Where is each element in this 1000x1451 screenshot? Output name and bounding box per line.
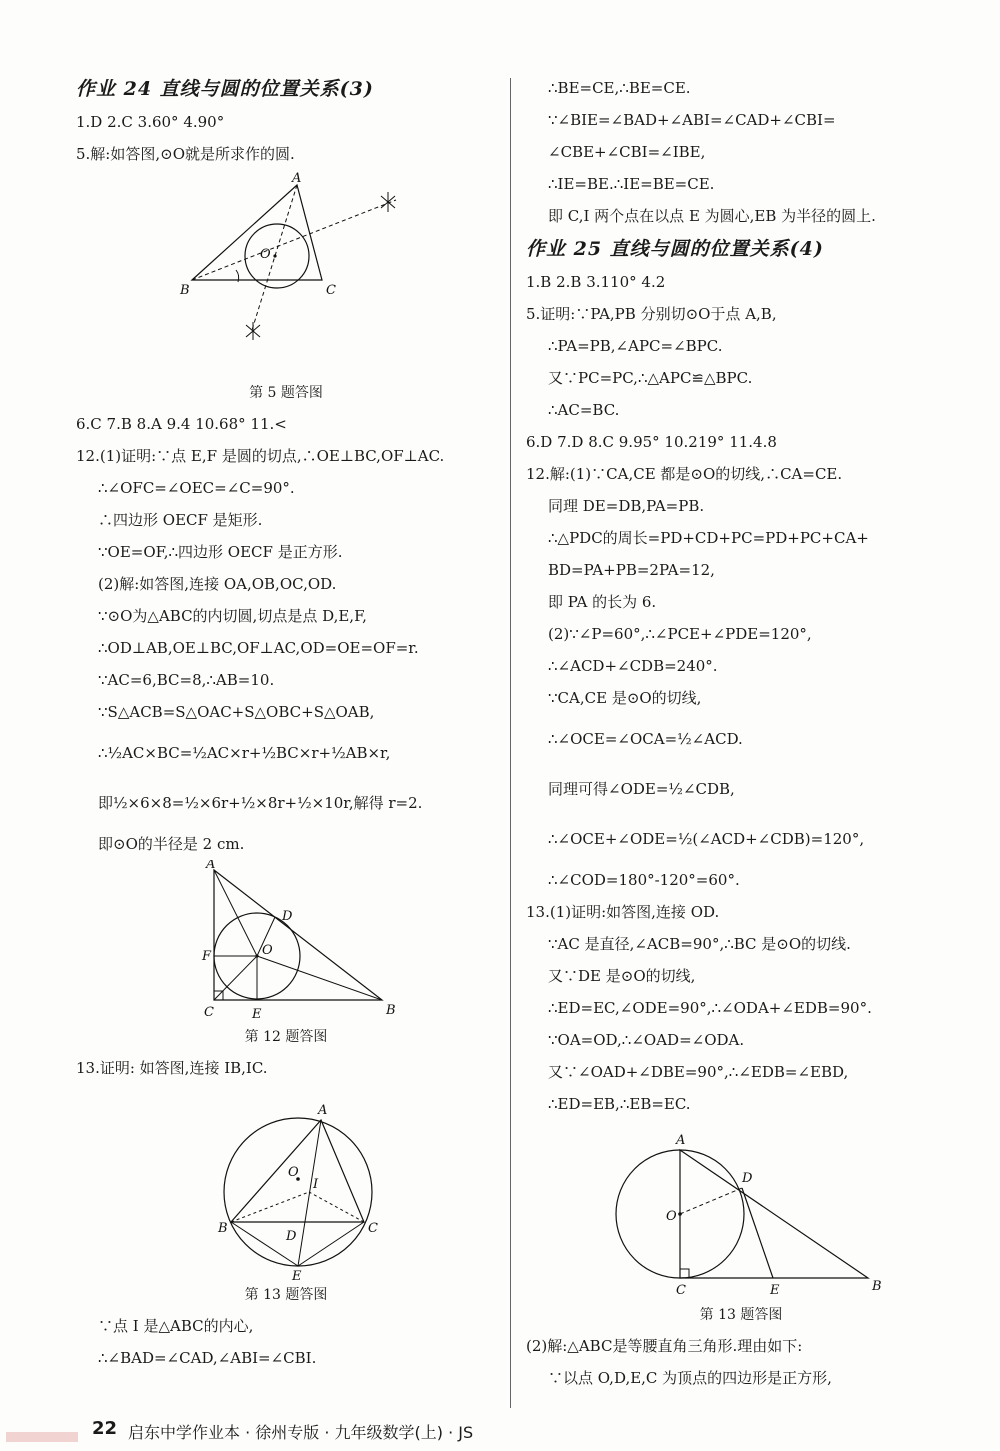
answer-line: ∴∠ACD+∠CDB=240°. [548,657,718,675]
fig5-label-b: B [180,283,190,298]
answer-line: ∴PA=PB,∠APC=∠BPC. [548,337,723,355]
answer-line: 又∵DE 是⊙O的切线, [548,967,696,985]
fig12-label-c: C [204,1005,214,1020]
answer-line: 1.B 2.B 3.110° 4.2 [526,273,666,291]
answer-line: ∴OD⊥AB,OE⊥BC,OF⊥AC,OD=OE=OF=r. [98,639,419,657]
answer-line: ∵OE=OF,∴四边形 OECF 是正方形. [98,543,343,561]
fig12-label-f: F [202,949,212,964]
answer-line: ∴BE=CE,∴BE=CE. [548,79,691,97]
answer-line: ∵S△ACB=S△OAC+S△OBC+S△OAB, [98,703,375,721]
answer-line: ∵AC=6,BC=8,∴AB=10. [98,671,275,689]
answer-line: ∴ED=EB,∴EB=EC. [548,1095,691,1113]
answer-line: ∴四边形 OECF 是矩形. [98,511,263,529]
answer-line: BD=PA+PB=2PA=12, [548,561,715,579]
answer-line: ∵CA,CE 是⊙O的切线, [548,689,702,707]
figure-12 [76,860,496,1022]
fig13r-label-e: E [770,1283,780,1298]
answer-line: ∵以点 O,D,E,C 为顶点的四边形是正方形, [548,1369,832,1387]
section-title-25: 作业 25 直线与圆的位置关系(4) [526,238,824,260]
figure-13-right [526,1120,956,1300]
answer-line: ∵点 I 是△ABC的内心, [98,1317,254,1335]
answer-line: 又∵PC=PC,∴△APC≌△BPC. [548,369,753,387]
answer-line: 即 C,I 两个点在以点 E 为圆心,EB 为半径的圆上. [548,207,876,225]
fig13l-label-b: B [218,1221,228,1236]
answer-line: ∴ED=EC,∠ODE=90°,∴∠ODA+∠EDB=90°. [548,999,872,1017]
fig13r-label-d: D [742,1171,753,1186]
answer-line: 又∵∠OAD+∠DBE=90°,∴∠EDB=∠EBD, [548,1063,849,1081]
answer-line: (2)解:如答图,连接 OA,OB,OC,OD. [98,575,337,593]
answer-line: 6.C 7.B 8.A 9.4 10.68° 11.< [76,415,287,433]
answer-line: 12.解:(1)∵CA,CE 都是⊙O的切线,∴CA=CE. [526,465,843,483]
fig13l-label-a: A [318,1103,328,1118]
figure-13-left-caption: 第 13 题答图 [244,1287,328,1303]
section-title-24: 作业 24 直线与圆的位置关系(3) [76,78,374,100]
answer-line: 6.D 7.D 8.C 9.95° 10.219° 11.4.8 [526,433,777,451]
answer-line: 即½×6×8=½×6r+½×8r+½×10r,解得 r=2. [98,794,423,812]
answer-line: ∴½AC×BC=½AC×r+½BC×r+½AB×r, [98,744,391,762]
book-title: 启东中学作业本 · 徐州专版 · 九年级数学(上) · JS [128,1423,474,1442]
right-column [526,72,956,1394]
page-footer [0,1418,1000,1442]
fig13l-label-c: C [368,1221,378,1236]
answer-line: 13.证明: 如答图,连接 IB,IC. [76,1059,268,1077]
figure-13-right-diagram [526,1120,956,1300]
fig13l-label-o: O [288,1165,299,1180]
answer-line: 1.D 2.C 3.60° 4.90° [76,113,225,131]
answer-line: 12.(1)证明:∵点 E,F 是圆的切点,∴OE⊥BC,OF⊥AC. [76,447,445,465]
page-number: 22 [92,1418,118,1439]
figure-13-right-caption: 第 13 题答图 [699,1307,783,1323]
answer-line: 同理 DE=DB,PA=PB. [548,497,705,515]
column-divider [510,78,511,1408]
figure-13-left [76,1084,496,1280]
fig12-label-b: B [386,1003,396,1018]
fig12-label-o: O [262,943,273,958]
fig5-label-c: C [326,283,336,298]
fig12-label-e: E [252,1007,262,1022]
fig5-label-o: O [260,247,271,262]
answer-line: ∴△PDC的周长=PD+CD+PC=PD+PC+CA+ [548,529,869,547]
answer-line: 5.证明:∵PA,PB 分别切⊙O于点 A,B, [526,305,777,323]
answer-line: 5.解:如答图,⊙O就是所求作的圆. [76,145,295,163]
answer-line: 即⊙O的半径是 2 cm. [98,835,245,853]
fig12-label-a: A [206,860,216,872]
answer-line: 13.(1)证明:如答图,连接 OD. [526,903,720,921]
answer-line: ∴IE=BE.∴IE=BE=CE. [548,175,715,193]
fig13r-label-a: A [676,1133,686,1148]
answer-line: ∴∠COD=180°-120°=60°. [548,871,740,889]
answer-line: ∠CBE+∠CBI=∠IBE, [548,143,706,161]
red-stamp-mark [6,1432,78,1442]
fig13r-label-b: B [872,1279,882,1294]
answer-line: ∴∠OCE=∠OCA=½∠ACD. [548,730,743,748]
answer-line: ∴∠OCE+∠ODE=½(∠ACD+∠CDB)=120°, [548,830,865,848]
figure-5 [76,170,496,378]
answer-line: ∴∠OFC=∠OEC=∠C=90°. [98,479,295,497]
answer-line: ∵⊙O为△ABC的内切圆,切点是点 D,E,F, [98,607,367,625]
answer-line: ∵∠BIE=∠BAD+∠ABI=∠CAD+∠CBI= [548,111,836,129]
fig13l-label-e: E [292,1269,302,1280]
answer-line: ∵AC 是直径,∠ACB=90°,∴BC 是⊙O的切线. [548,935,851,953]
fig13r-label-c: C [676,1283,686,1298]
left-column [76,72,496,1374]
figure-5-diagram [76,170,496,378]
answer-line: 同理可得∠ODE=½∠CDB, [548,780,735,798]
answer-line: (2)解:△ABC是等腰直角三角形.理由如下: [526,1337,803,1355]
fig5-label-a: A [292,171,302,186]
fig12-label-d: D [282,909,293,924]
fig13r-label-o: O [666,1209,677,1224]
figure-12-caption: 第 12 题答图 [244,1029,328,1045]
figure-13-left-diagram [76,1084,496,1280]
answer-line: ∴∠BAD=∠CAD,∠ABI=∠CBI. [98,1349,317,1367]
answer-line: ∵OA=OD,∴∠OAD=∠ODA. [548,1031,745,1049]
fig13l-label-d: D [286,1229,297,1244]
figure-12-diagram [76,860,496,1022]
figure-5-caption: 第 5 题答图 [249,385,323,401]
answer-line: 即 PA 的长为 6. [548,593,657,611]
answer-line: (2)∵∠P=60°,∴∠PCE+∠PDE=120°, [548,625,812,643]
fig13l-label-i: I [313,1177,319,1192]
answer-line: ∴AC=BC. [548,401,620,419]
